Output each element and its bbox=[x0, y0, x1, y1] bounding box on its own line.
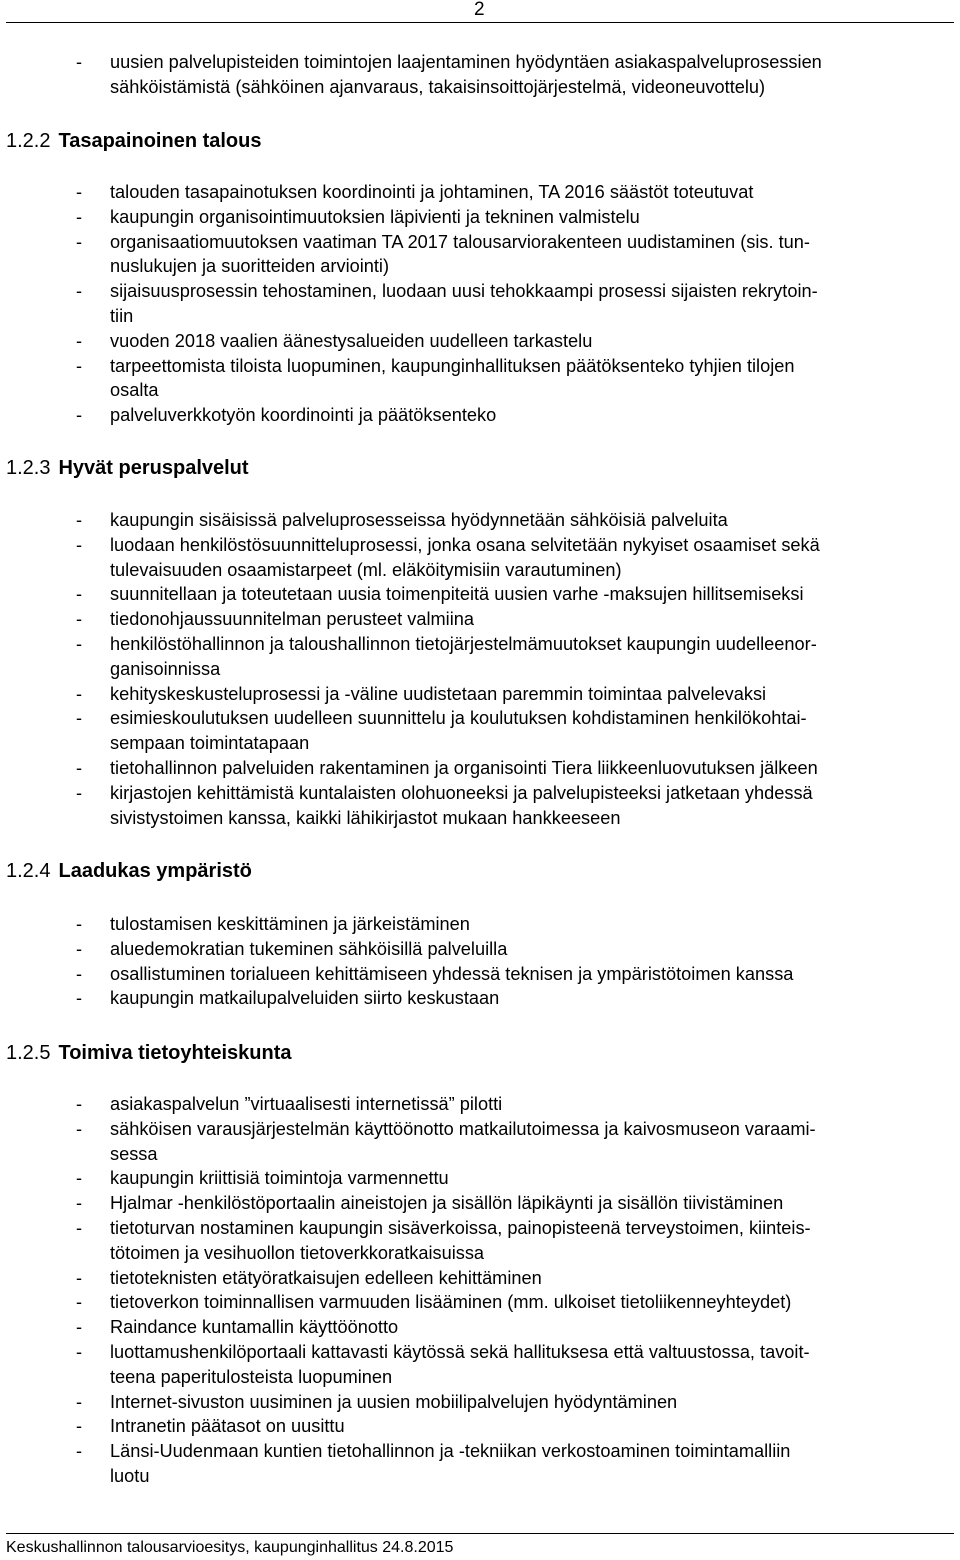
list-item bbox=[0, 1191, 960, 1216]
list-item bbox=[0, 937, 960, 962]
list-item bbox=[0, 354, 960, 404]
list-item bbox=[0, 706, 960, 756]
list-item-line: sijaisuusprosessin tehostaminen, luodaan uusi tehokkaampi prosessi sijaisten rekrytoin- bbox=[110, 281, 818, 302]
header-rule bbox=[6, 22, 954, 23]
list-item bbox=[0, 1092, 960, 1117]
list-item bbox=[0, 1266, 960, 1291]
list-item bbox=[0, 781, 960, 831]
bullet-dash: - bbox=[76, 534, 83, 555]
list-item bbox=[0, 533, 960, 583]
list-item bbox=[0, 230, 960, 280]
bullet-dash: - bbox=[76, 182, 83, 202]
list-item-line: palveluverkkotyön koordinointi ja päätöksenteko bbox=[110, 405, 497, 426]
section-number: 1.2.5 bbox=[6, 1042, 51, 1064]
list-item bbox=[0, 962, 960, 987]
bullet-dash: - bbox=[76, 231, 83, 252]
footer-rule bbox=[6, 1533, 954, 1534]
list-item-line: luodaan henkilöstösuunnitteluprosessi, jonka osana selvitetään nykyiset osaamiset sekä bbox=[110, 534, 820, 555]
list-item-line: nuslukujen ja suoritteiden arviointi) bbox=[110, 256, 390, 277]
list-item-line: organisaatiomuutoksen vaatiman TA 2017 talousarviorakenteen uudistaminen (sis. tun- bbox=[110, 231, 810, 252]
list-item-line: tarpeettomista tiloista luopuminen, kaupunginhallituksen päätöksenteko tyhjien tilojen bbox=[110, 355, 795, 376]
bullet-list bbox=[0, 50, 960, 100]
list-item bbox=[0, 1414, 960, 1439]
list-item-line: henkilöstöhallinnon ja taloushallinnon tietojärjestelmämuutokset kaupungin uudelleenor- bbox=[110, 633, 817, 654]
bullet-dash: - bbox=[76, 355, 83, 376]
bullet-dash: - bbox=[76, 206, 83, 227]
list-item-line: osalta bbox=[110, 380, 159, 401]
list-item bbox=[0, 912, 960, 937]
list-item bbox=[0, 1290, 960, 1315]
section-heading bbox=[6, 455, 249, 481]
list-item-line: sessa bbox=[110, 1143, 158, 1164]
list-item-line: aluedemokratian tukeminen sähköisillä palveluilla bbox=[110, 938, 508, 959]
bullet-list bbox=[0, 508, 960, 830]
list-item bbox=[0, 986, 960, 1011]
list-item-line: esimieskoulutuksen uudelleen suunnittelu ja koulutuksen kohdistaminen henkilökohtai- bbox=[110, 708, 807, 729]
bullet-dash: - bbox=[76, 1441, 83, 1462]
bullet-list bbox=[0, 180, 960, 428]
list-item-line: sempaan toimintatapaan bbox=[110, 733, 310, 754]
list-item-line: osallistuminen torialueen kehittämiseen yhdessä teknisen ja ympäristötoimen kanssa bbox=[110, 963, 794, 984]
bullet-dash: - bbox=[76, 708, 83, 729]
bullet-dash: - bbox=[76, 1193, 83, 1214]
list-item-line: luotu bbox=[110, 1465, 150, 1486]
list-item-line: Internet-sivuston uusiminen ja uusien mobiilipalvelujen hyödyntäminen bbox=[110, 1391, 678, 1412]
section-title: Tasapainoinen talous bbox=[58, 130, 262, 152]
list-item-line: tötoimen ja vesihuollon tietoverkkoratkaisuissa bbox=[110, 1242, 485, 1263]
bullet-dash: - bbox=[76, 1341, 83, 1362]
list-item bbox=[0, 1439, 960, 1489]
bullet-list bbox=[0, 1092, 960, 1489]
bullet-dash: - bbox=[76, 584, 83, 605]
section-number: 1.2.4 bbox=[6, 860, 51, 882]
list-item bbox=[0, 205, 960, 230]
list-item-line: tietohallinnon palveluiden rakentaminen ja organisointi Tiera liikkeenluovutuksen jälkeen bbox=[110, 757, 818, 778]
list-item-line: Raindance kuntamallin käyttöönotto bbox=[110, 1317, 399, 1338]
section-number: 1.2.2 bbox=[6, 130, 51, 152]
footer-text: Keskushallinnon talousarvioesitys, kaupunginhallitus 24.8.2015 bbox=[6, 1539, 454, 1556]
bullet-dash: - bbox=[76, 1416, 83, 1437]
list-item-line: tiin bbox=[110, 305, 134, 326]
list-item bbox=[0, 607, 960, 632]
section-heading bbox=[6, 1040, 292, 1066]
list-item-line: kaupungin organisointimuutoksien läpivienti ja tekninen valmistelu bbox=[110, 206, 640, 227]
bullet-list bbox=[0, 912, 960, 1011]
list-item-line: vuoden 2018 vaalien äänestysalueiden uudelleen tarkastelu bbox=[110, 330, 593, 351]
list-item bbox=[0, 1340, 960, 1390]
list-item bbox=[0, 329, 960, 354]
section-heading bbox=[6, 128, 261, 154]
bullet-dash: - bbox=[76, 683, 83, 704]
list-item bbox=[0, 1390, 960, 1415]
bullet-dash: - bbox=[76, 1168, 83, 1189]
bullet-dash: - bbox=[76, 609, 83, 630]
list-item-line: ganisoinnissa bbox=[110, 658, 221, 679]
bullet-dash: - bbox=[76, 1118, 83, 1139]
list-item-line: kaupungin sisäisissä palveluprosesseissa hyödynnetään sähköisiä palveluita bbox=[110, 510, 728, 530]
list-item-line: suunnitellaan ja toteutetaan uusia toimenpiteitä uusien varhe -maksujen hillitsemiseksi bbox=[110, 584, 804, 605]
list-item-line: Hjalmar -henkilöstöportaalin aineistojen ja sisällön läpikäynti ja sisällön tiivistäminen bbox=[110, 1193, 784, 1214]
list-item-line: Länsi-Uudenmaan kuntien tietohallinnon ja -tekniikan verkostoaminen toimintamalliin bbox=[110, 1441, 791, 1462]
list-item bbox=[0, 756, 960, 781]
list-item-line: luottamushenkilöportaali kattavasti käytössä sekä hallituksesa että valtuustossa, tavoit- bbox=[110, 1341, 810, 1362]
list-item-line: sähköistämistä (sähköinen ajanvaraus, takaisinsoittojärjestelmä, videoneuvottelu) bbox=[110, 76, 766, 97]
list-item-line: talouden tasapainotuksen koordinointi ja johtaminen, TA 2016 säästöt toteutuvat bbox=[110, 182, 754, 202]
bullet-dash: - bbox=[76, 757, 83, 778]
list-item-line: Intranetin päätasot on uusittu bbox=[110, 1416, 345, 1437]
section-heading bbox=[6, 858, 252, 884]
list-item-line: kehityskeskusteluprosessi ja -väline uudistetaan paremmin toimintaa palvelevaksi bbox=[110, 683, 767, 704]
bullet-dash: - bbox=[76, 405, 83, 426]
list-item bbox=[0, 50, 960, 100]
list-item-line: tietoturvan nostaminen kaupungin sisäverkoissa, painopisteenä terveystoimen, kiinteis- bbox=[110, 1217, 811, 1238]
list-item-line: tiedonohjaussuunnitelman perusteet valmiina bbox=[110, 609, 474, 630]
bullet-dash: - bbox=[76, 633, 83, 654]
bullet-dash: - bbox=[76, 1317, 83, 1338]
list-item-line: kaupungin matkailupalveluiden siirto keskustaan bbox=[110, 988, 500, 1009]
list-item bbox=[0, 1315, 960, 1340]
bullet-dash: - bbox=[76, 281, 83, 302]
section-title: Toimiva tietoyhteiskunta bbox=[58, 1042, 292, 1064]
list-item-line: kirjastojen kehittämistä kuntalaisten olohuoneeksi ja palvelupisteeksi jatketaan yhdessä bbox=[110, 782, 813, 803]
section-title: Laadukas ympäristö bbox=[58, 860, 252, 882]
bullet-dash: - bbox=[76, 1391, 83, 1412]
list-item-line: sähköisen varausjärjestelmän käyttöönotto matkailutoimessa ja kaivosmuseon varaami- bbox=[110, 1118, 816, 1139]
bullet-dash: - bbox=[76, 1292, 83, 1313]
bullet-dash: - bbox=[76, 1094, 83, 1114]
bullet-dash: - bbox=[76, 1217, 83, 1238]
list-item-line: sivistystoimen kanssa, kaikki lähikirjastot mukaan hankkeeseen bbox=[110, 807, 621, 828]
bullet-dash: - bbox=[76, 330, 83, 351]
list-item-line: tietoteknisten etätyöratkaisujen edelleen kehittäminen bbox=[110, 1267, 542, 1288]
list-item-line: teena paperitulosteista luopuminen bbox=[110, 1366, 393, 1387]
list-item-line: kaupungin kriittisiä toimintoja varmennettu bbox=[110, 1168, 449, 1189]
bullet-dash: - bbox=[76, 52, 83, 72]
list-item bbox=[0, 1166, 960, 1191]
list-item bbox=[0, 180, 960, 205]
list-item-line: tietoverkon toiminnallisen varmuuden lisääminen (mm. ulkoiset tietoliikenneyhteydet) bbox=[110, 1292, 792, 1313]
list-item bbox=[0, 1216, 960, 1266]
list-item bbox=[0, 508, 960, 533]
bullet-dash: - bbox=[76, 1267, 83, 1288]
bullet-dash: - bbox=[76, 782, 83, 803]
list-item-line: asiakaspalvelun ”virtuaalisesti internetissä” pilotti bbox=[110, 1094, 503, 1114]
list-item bbox=[0, 1117, 960, 1167]
section-number: 1.2.3 bbox=[6, 457, 51, 479]
list-item bbox=[0, 582, 960, 607]
bullet-dash: - bbox=[76, 510, 83, 530]
list-item-line: uusien palvelupisteiden toimintojen laajentaminen hyödyntäen asiakaspalveluprosessien bbox=[110, 52, 822, 72]
list-item-line: tulevaisuuden osaamistarpeet (ml. eläköitymisiin varautuminen) bbox=[110, 559, 622, 580]
list-item bbox=[0, 403, 960, 428]
list-item-line: tulostamisen keskittäminen ja järkeistäminen bbox=[110, 914, 470, 934]
list-item bbox=[0, 279, 960, 329]
section-title: Hyvät peruspalvelut bbox=[58, 457, 249, 479]
bullet-dash: - bbox=[76, 963, 83, 984]
list-item bbox=[0, 632, 960, 682]
list-item bbox=[0, 682, 960, 707]
bullet-dash: - bbox=[76, 988, 83, 1009]
page-number: 2 bbox=[474, 0, 485, 20]
bullet-dash: - bbox=[76, 938, 83, 959]
bullet-dash: - bbox=[76, 914, 83, 934]
